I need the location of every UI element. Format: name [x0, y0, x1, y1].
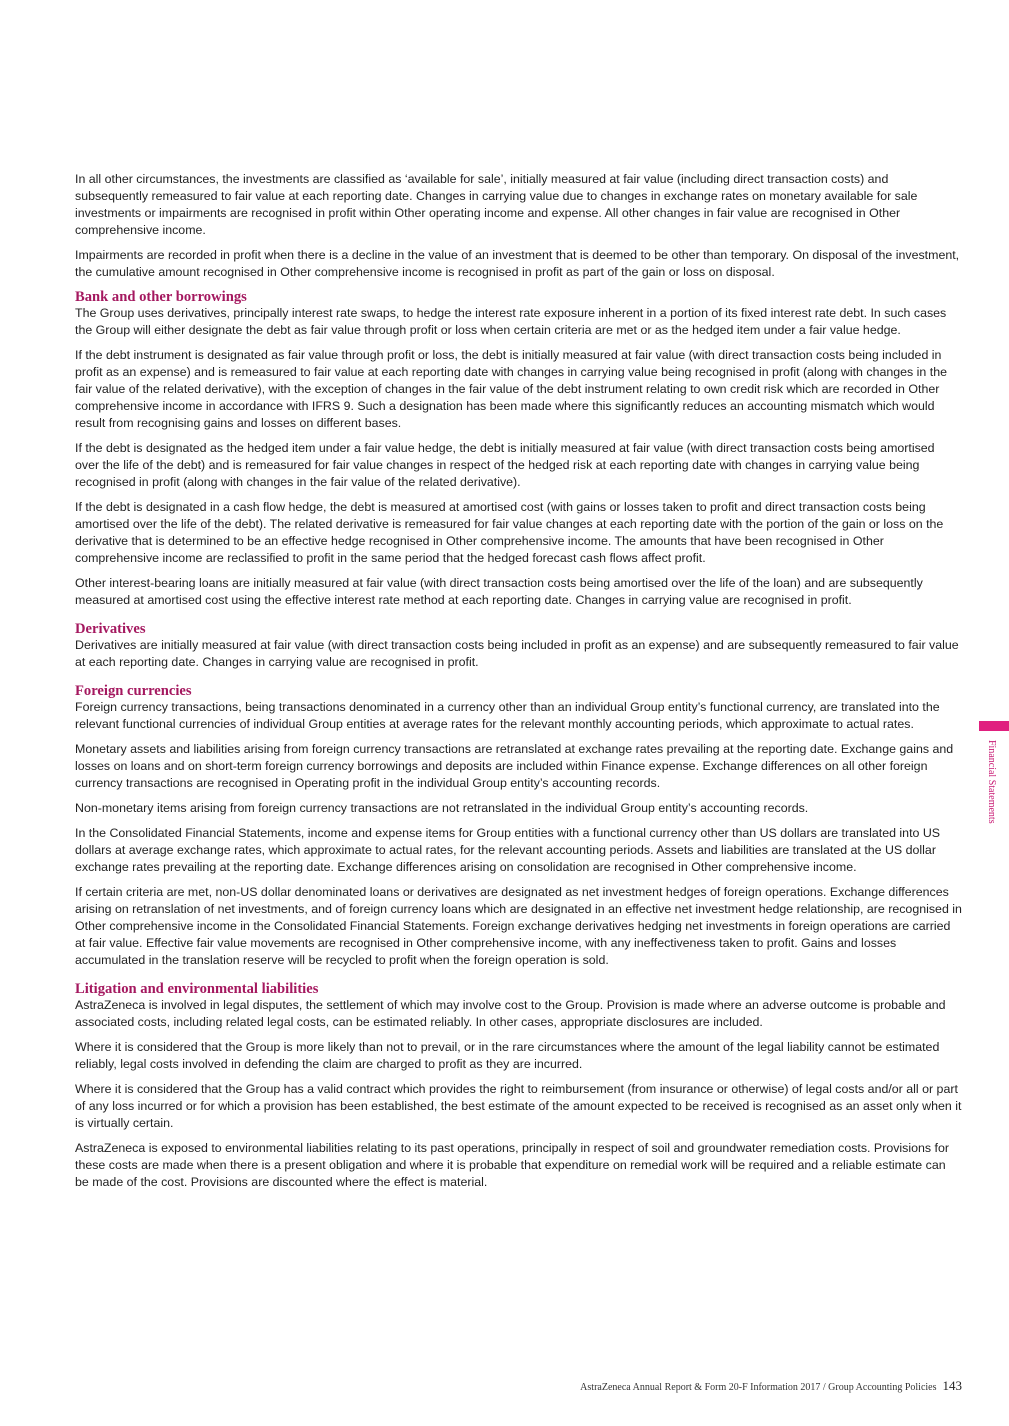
foreign-currencies-paragraph-5: If certain criteria are met, non-US dollar denominated loans or derivatives are designated as net investment hedges of foreign operations. Exchange differences arising on retranslation of net investments, and of foreign currency loans which are designated in an effective net investment hedge relationship, are recognised in Other comprehensive income in the Consolidated Financial Statements. Foreign exchange derivatives hedging net investments in foreign operations are carried at fair value. Effective fair value movements are recognised in Other comprehensive income, with any ineffectiveness taken to profit. Gains and losses accumulated in the translation reserve will be recycled to profit when the foreign operation is sold.: [75, 885, 962, 967]
intro-paragraph-2: Impairments are recorded in profit when there is a decline in the value of an investment that is deemed to be other than temporary. On disposal of the investment, the cumulative amount recognised in Other comprehensive income is recognised in profit as part of the gain or loss on disposal.: [75, 248, 960, 279]
document-body: [75, 171, 962, 1199]
section-heading-litigation: Litigation and environmental liabilities: [75, 981, 319, 997]
derivatives-paragraph-1: Derivatives are initially measured at fair value (with direct transaction costs being included in profit as an expense) and are subsequently remeasured to fair value at each reporting date. Changes in carrying value are recognised in profit.: [75, 638, 959, 669]
litigation-paragraph-4: AstraZeneca is exposed to environmental liabilities relating to its past operations, principally in respect of soil and groundwater remediation costs. Provisions for these costs are made when there is a present obligation and where it is probable that expenditure on remedial work will be required and a reliable estimate can be made of the cost. Provisions are discounted where the effect is material.: [75, 1141, 949, 1189]
foreign-currencies-paragraph-1: Foreign currency transactions, being transactions denominated in a currency other than an individual Group entity’s functional currency, are translated into the relevant functional currencies of individual Group entities at average rates for the relevant monthly accounting periods, which approximate to actual rates.: [75, 700, 940, 731]
intro-paragraph-1: In all other circumstances, the investments are classified as ‘available for sale’, initially measured at fair value (including direct transaction costs) and subsequently remeasured to fair value at each reporting date. Changes in carrying value due to changes in exchange rates on monetary available for sale investments or impairments are recognised in profit within Other operating income and expense. All other changes in fair value are recognised in Other comprehensive income.: [75, 172, 918, 237]
litigation-paragraph-2: Where it is considered that the Group is more likely than not to prevail, or in the rare circumstances where the amount of the legal liability cannot be estimated reliably, legal costs involved in defending the claim are charged to profit as they are incurred.: [75, 1040, 940, 1071]
page-footer: [580, 1378, 962, 1394]
foreign-currencies-paragraph-3: Non-monetary items arising from foreign currency transactions are not retranslated in the individual Group entity’s accounting records.: [75, 801, 809, 815]
bank-borrowings-paragraph-1: The Group uses derivatives, principally interest rate swaps, to hedge the interest rate exposure inherent in a portion of its fixed interest rate debt. In such cases the Group will either designate the debt as fair value through profit or loss when certain criteria are met or as the hedged item under a fair value hedge.: [75, 306, 947, 337]
bank-borrowings-paragraph-5: Other interest-bearing loans are initially measured at fair value (with direct transaction costs being amortised over the life of the loan) and are subsequently measured at amortised cost using the effective interest rate method at each reporting date. Changes in carrying value are recognised in profit.: [75, 576, 923, 607]
sidebar-section-label: Financial Statements: [986, 740, 997, 824]
section-heading-bank-borrowings: Bank and other borrowings: [75, 289, 247, 305]
bank-borrowings-paragraph-4: If the debt is designated in a cash flow hedge, the debt is measured at amortised cost (with gains or losses taken to profit and direct transaction costs being amortised over the life of the debt). The related derivative is remeasured for fair value changes at each reporting date with the portion of the gain or loss on the derivative that is determined to be an effective hedge recognised in Other comprehensive income. The amounts that have been recognised in Other comprehensive income are reclassified to profit in the same period that the hedged forecast cash flows affect profit.: [75, 500, 944, 565]
page-number: 143: [942, 1378, 962, 1393]
foreign-currencies-paragraph-4: In the Consolidated Financial Statements, income and expense items for Group entities with a functional currency other than US dollars are translated into US dollars at average exchange rates, which approximate to actual rates, for the relevant accounting periods. Assets and liabilities are translated at the US dollar exchange rates prevailing at the reporting date. Exchange differences arising on consolidation are recognised in Other comprehensive income.: [75, 826, 941, 874]
litigation-paragraph-1: AstraZeneca is involved in legal disputes, the settlement of which may involve cost to the Group. Provision is made where an adverse outcome is probable and associated costs, including related legal costs, can be estimated reliably. In other cases, appropriate disclosures are included.: [75, 998, 946, 1029]
foreign-currencies-paragraph-2: Monetary assets and liabilities arising from foreign currency transactions are retranslated at exchange rates prevailing at the reporting date. Exchange gains and losses on loans and on short-term foreign currency borrowings and deposits are included within Finance expense. Exchange differences on all other foreign currency transactions are recognised in Operating profit in the individual Group entity’s accounting records.: [75, 742, 954, 790]
footer-text: AstraZeneca Annual Report & Form 20-F Information 2017 / Group Accounting Policies: [580, 1382, 937, 1393]
bank-borrowings-paragraph-3: If the debt is designated as the hedged item under a fair value hedge, the debt is initially measured at fair value (with direct transaction costs being amortised over the life of the debt) and is remeasured for fair value changes in respect of the hedged risk at each reporting date with changes in carrying value being recognised in profit (along with changes in the fair value of the related derivative).: [75, 441, 935, 489]
section-heading-derivatives: Derivatives: [75, 621, 146, 637]
sidebar-tab-marker: [979, 721, 1009, 731]
litigation-paragraph-3: Where it is considered that the Group has a valid contract which provides the right to reimbursement (from insurance or otherwise) of legal costs and/or all or part of any loss incurred or for which a provision has been established, the best estimate of the amount expected to be received is recognised as an asset only when it is virtually certain.: [75, 1082, 962, 1130]
section-heading-foreign-currencies: Foreign currencies: [75, 683, 192, 699]
bank-borrowings-paragraph-2: If the debt instrument is designated as fair value through profit or loss, the debt is initially measured at fair value (with direct transaction costs being included in profit as an expense) and is remeasured to fair value at each reporting date with changes in carrying value being recognised in profit (along with changes in the fair value of the related derivative), with the exception of changes in the fair value of the debt instrument relating to own credit risk which are recorded in Other comprehensive income in accordance with IFRS 9. Such a designation has been made where this significantly reduces an accounting mismatch which would result from recognising gains and losses on different bases.: [75, 348, 947, 430]
